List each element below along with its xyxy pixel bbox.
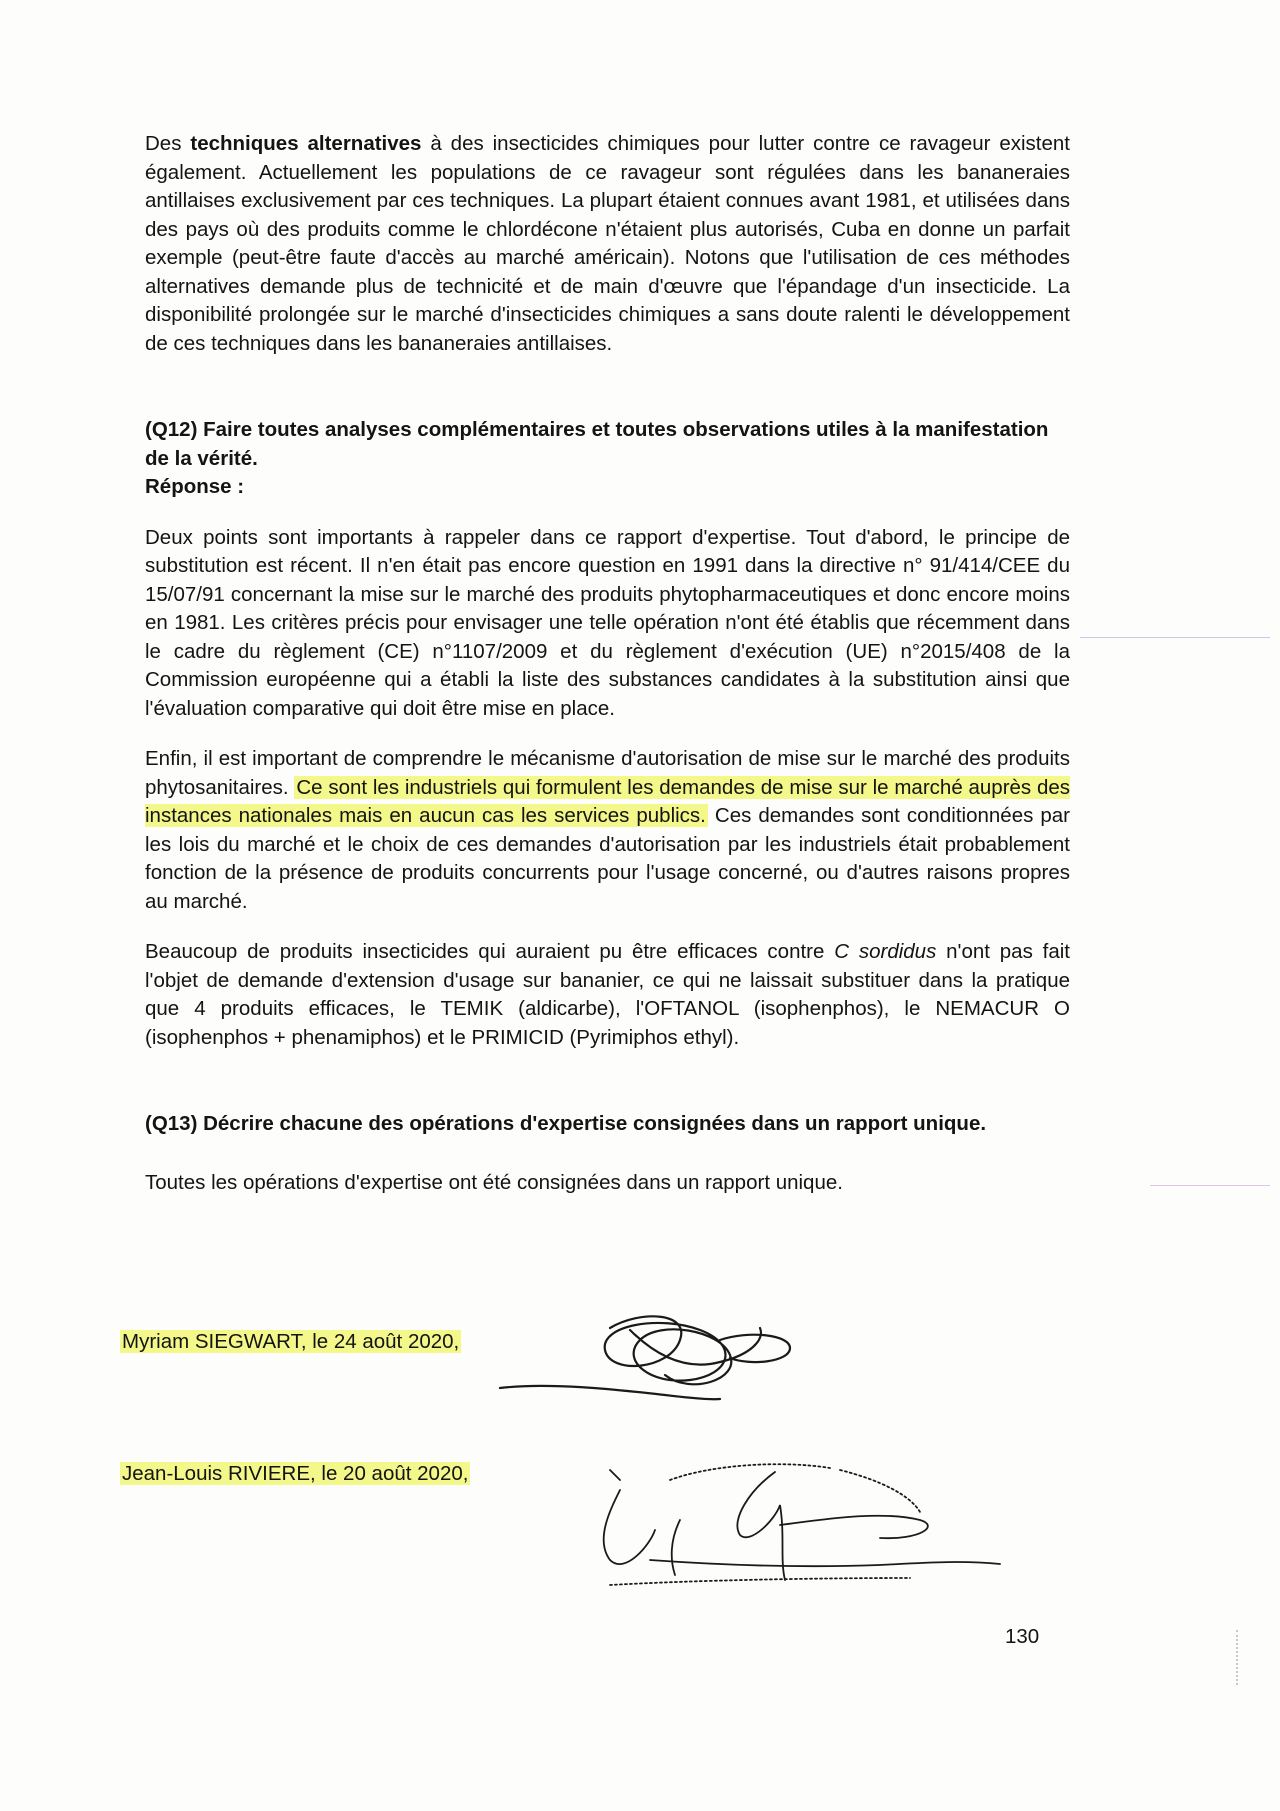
q12-answer-label: Réponse : bbox=[145, 475, 245, 498]
q12-heading: (Q12) Faire toutes analyses complémentaires et toutes observations utiles à la manifestation de la vérité. bbox=[145, 418, 1049, 470]
scan-edge-line-2 bbox=[1150, 1185, 1270, 1187]
q12-paragraph-3: Beaucoup de produits insecticides qui auraient pu être efficaces contre C sordidus n'ont pas fait l'objet de demande d'extension d'usage sur bananier, ce qui ne laissait substituer dans la pratique que 4 produits efficaces, le TEMIK (aldicarbe), l'OFTANOL (isophenphos), le NEMACUR O (isophenphos + phenamiphos) et le PRIMICID (Pyrimiphos ethyl). bbox=[145, 940, 1070, 1049]
document-body bbox=[145, 130, 1070, 1197]
q12-paragraph-1: Deux points sont importants à rappeler dans ce rapport d'expertise. Tout d'abord, le principe de substitution est récent. Il n'en était pas encore question en 1991 dans la directive n° 91/414/CEE du 15/07/91 concernant la mise sur le marché des produits phytopharmaceutiques et donc encore moins en 1981. Les critères précis pour envisager une telle opération n'ont été établis que récemment dans le cadre du règlement (CE) n°1107/2009 et du règlement d'exécution (UE) n°2015/408 de la Commission européenne qui a établi la liste des substances candidates à la substitution ainsi que l'évaluation comparative qui doit être mise en place. bbox=[145, 525, 1070, 720]
page-number: 130 bbox=[1005, 1625, 1040, 1648]
q13-answer: Toutes les opérations d'expertise ont été consignées dans un rapport unique. bbox=[145, 1170, 843, 1194]
signatory-line-1 bbox=[120, 1330, 461, 1354]
paragraph-alternatives: Des techniques alternatives à des insecticides chimiques pour lutter contre ce ravageur existent également. Actuellement les populations de ce ravageur sont régulées dans les bananeraies antillaises exclusivement par ces techniques. La plupart étaient connues avant 1981, et utilisées dans des pays où des produits comme le chlordécone n'étaient plus autorisés, Cuba en donne un parfait exemple (peut-être faute d'accès au marché américain). Notons que l'utilisation de ces méthodes alternatives demande plus de technicité et de main d'œuvre que l'épandage d'un insecticide. La disponibilité prolongée sur le marché d'insecticides chimiques a sans doute ralenti le développement de ces techniques dans les bananeraies antillaises. bbox=[145, 132, 1071, 355]
species-name: C sordidus bbox=[834, 940, 937, 963]
q12-paragraph-2: Enfin, il est important de comprendre le mécanisme d'autorisation de mise sur le marché des produits phytosanitaires. Ce sont les industriels qui formulent les demandes de mise sur le marché auprès des instances nationales mais en aucun cas les services publics. Ces demandes sont conditionnées par les lois du marché et le choix de ces demandes d'autorisation par les industriels était probablement fonction de la présence de produits concurrents pour l'usage concerné, ou d'autres raisons propres au marché. bbox=[145, 747, 1070, 913]
scan-edge-dots bbox=[1236, 1630, 1240, 1685]
signatory-line-2 bbox=[120, 1462, 470, 1486]
signatory-name-1: Myriam SIEGWART, le 24 août 2020, bbox=[122, 1330, 460, 1353]
signatory-name-2: Jean-Louis RIVIERE, le 20 août 2020, bbox=[122, 1462, 469, 1485]
signature-2-icon bbox=[580, 1450, 1020, 1600]
q13-heading: (Q13) Décrire chacune des opérations d'expertise consignées dans un rapport unique. bbox=[145, 1112, 987, 1135]
bold-term: techniques alternatives bbox=[190, 132, 422, 155]
signature-1-icon bbox=[490, 1300, 820, 1420]
scan-edge-line-1 bbox=[1080, 637, 1270, 639]
highlighted-text: Ce sont les industriels qui formulent les demandes de mise sur le marché auprès des instances nationales mais en aucun cas les services publics. bbox=[145, 775, 1070, 827]
